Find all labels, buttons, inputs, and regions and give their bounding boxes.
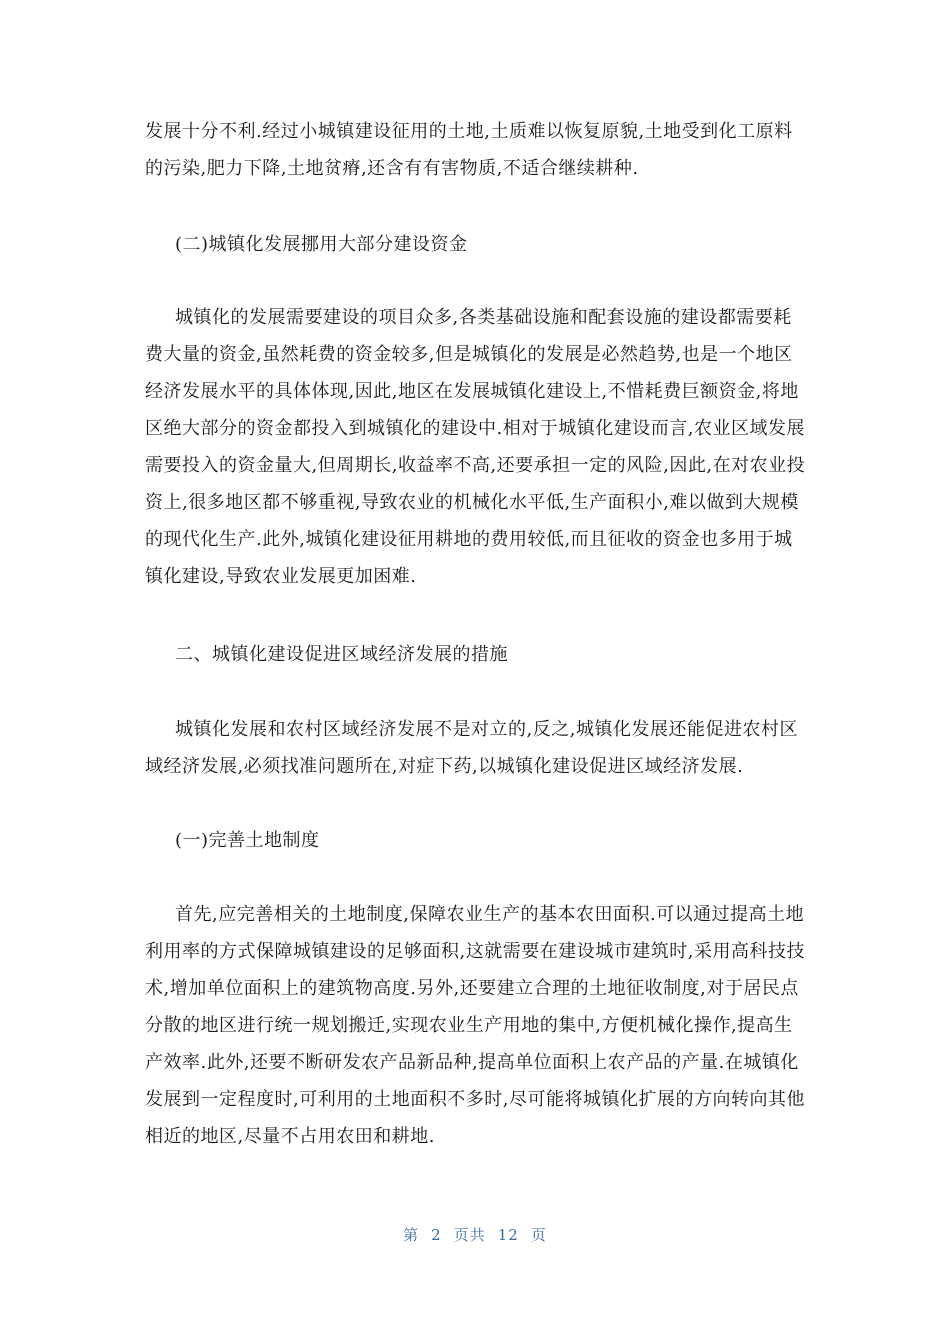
footer-label-ye-gong: 页共 — [453, 1226, 486, 1244]
section-heading-capital-funds: (二)城镇化发展挪用大部分建设资金 — [175, 234, 468, 255]
paragraph-measures-intro: 城镇化发展和农村区域经济发展不是对立的,反之,城镇化发展还能促进农村区域经济发展,必须找准问题所在,对症下药,以城镇化建设促进区域经济发展. — [145, 719, 798, 777]
footer-label-di: 第 — [403, 1226, 420, 1244]
footer-total-pages: 12 — [497, 1226, 519, 1244]
page-number-footer — [0, 1224, 950, 1245]
paragraph-continued: 发展十分不利.经过小城镇建设征用的土地,土质难以恢复原貌,土地受到化工原料的污染,肥力下降,土地贫瘠,还含有有害物质,不适合继续耕种. — [145, 121, 793, 179]
footer-label-ye: 页 — [530, 1226, 547, 1244]
paragraph-land-system: 首先,应完善相关的土地制度,保障农业生产的基本农田面积.可以通过提高土地利用率的方式保障城镇建设的足够面积,这就需要在建设城市建筑时,采用高科技技术,增加单位面积上的建筑物高度.另外,还要建立合理的土地征收制度,对于居民点分散的地区进行统一规划搬迁,实现农业生产用地的集中,方便机械化操作,提高生产效率.此外,还要不断研发农产品新品种,提高单位面积上农产品的产量.在城镇化发展到一定程度时,可利用的土地面积不多时,尽可能将城镇化扩展的方向转向其他相近的地区,尽量不占用农田和耕地. — [145, 904, 805, 1147]
footer-current-page: 2 — [431, 1226, 442, 1244]
section-heading-land-system: (一)完善土地制度 — [175, 830, 320, 851]
paragraph-capital-funds: 城镇化的发展需要建设的项目众多,各类基础设施和配套设施的建设都需要耗费大量的资金,虽然耗费的资金较多,但是城镇化的发展是必然趋势,也是一个地区经济发展水平的具体体现,因此,地区在发展城镇化建设上,不惜耗费巨额资金,将地区绝大部分的资金都投入到城镇化的建设中.相对于城镇化建设而言,农业区域发展需要投入的资金量大,但周期长,收益率不高,还要承担一定的风险,因此,在对农业投资上,很多地区都不够重视,导致农业的机械化水平低,生产面积小,难以做到大规模的现代化生产.此外,城镇化建设征用耕地的费用较低,而且征收的资金也多用于城镇化建设,导致农业发展更加困难. — [145, 307, 806, 587]
section-heading-measures: 二、城镇化建设促进区域经济发展的措施 — [175, 644, 508, 665]
